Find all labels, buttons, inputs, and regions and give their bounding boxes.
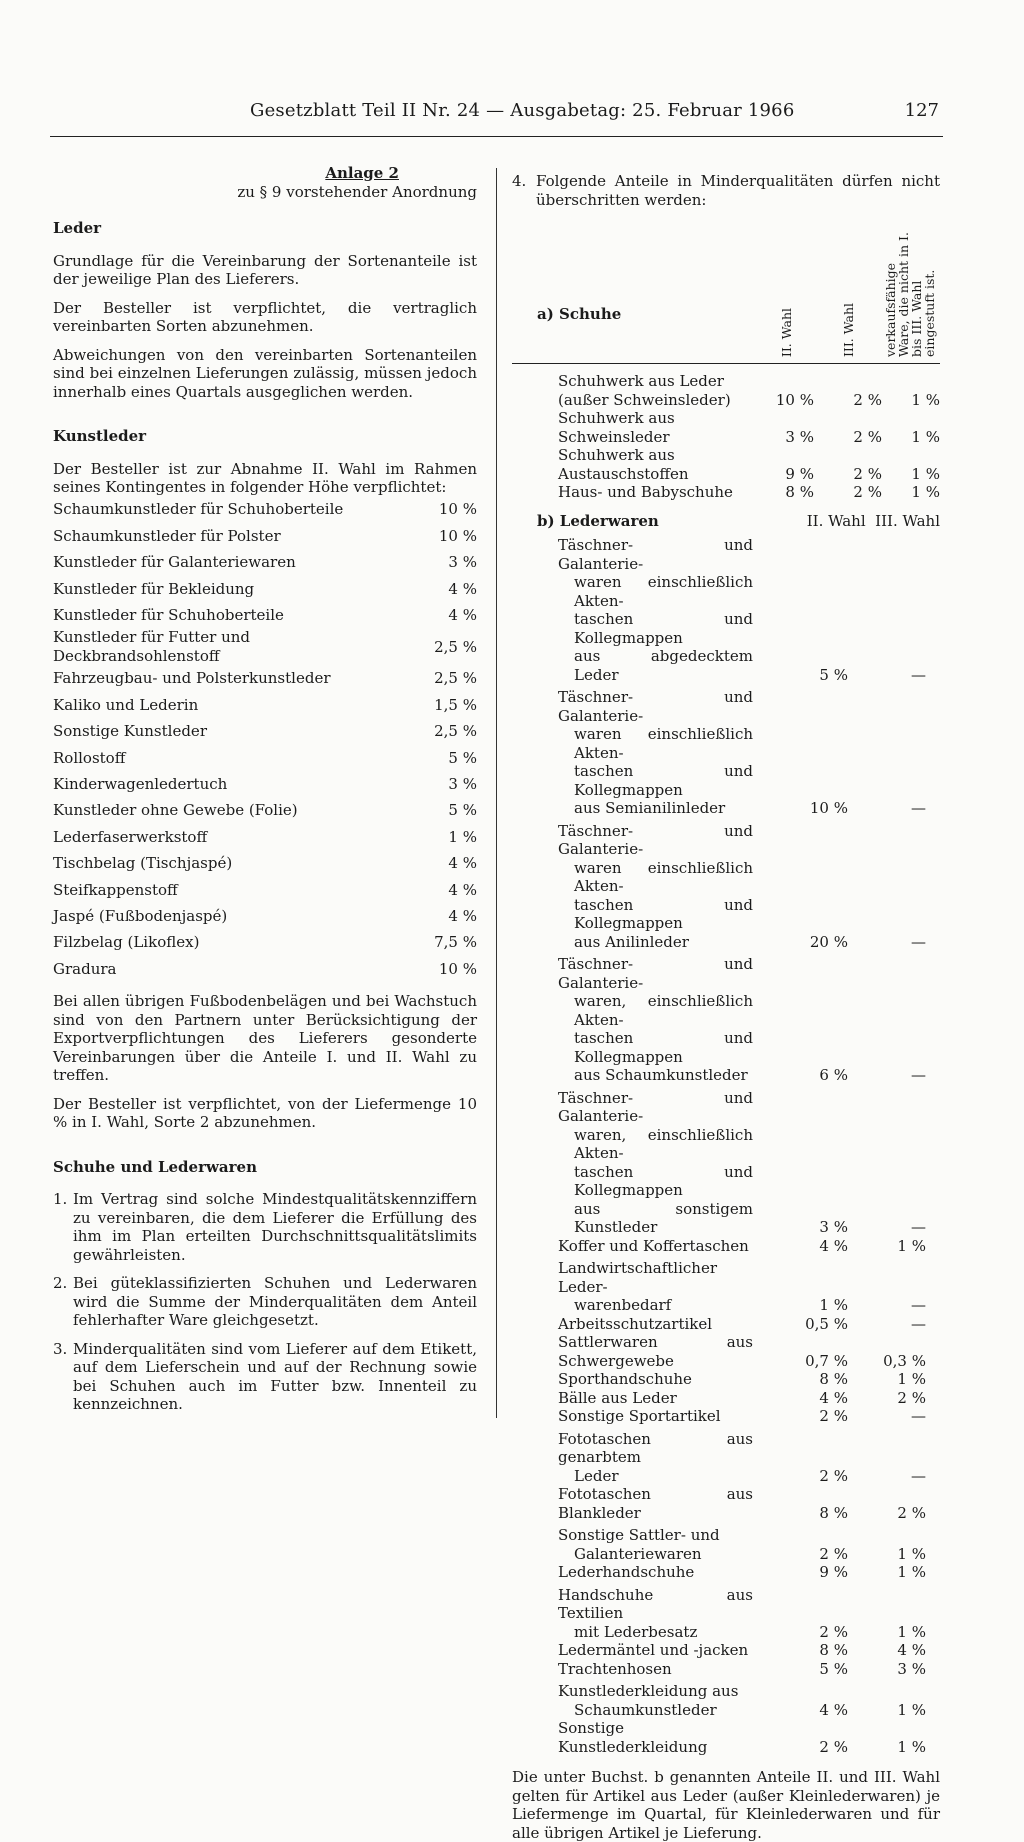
item-name-line: Sonstige Sportartikel [558, 1407, 721, 1425]
item-name-line: Landwirtschaftlicher Leder- [558, 1259, 717, 1296]
item-name-line: Schaumkunstleder [574, 1700, 717, 1719]
table-row [512, 1641, 940, 1660]
page-header [50, 100, 943, 137]
schuhe-table [512, 372, 940, 502]
item-name-line: waren einschließlich Akten- [574, 858, 753, 895]
table-row [512, 1678, 940, 1719]
value-iii-wahl: — [911, 1407, 926, 1425]
value-iii-wahl: 1 % [897, 1370, 926, 1388]
table-row [53, 745, 477, 771]
value-iii-wahl: 2 % [853, 464, 882, 483]
item-name-line: mit Lederbesatz [574, 1622, 698, 1641]
item-name: Tischbelag (Tischjaspé) [53, 854, 233, 873]
item-name-line: taschen und Kollegmappen [574, 1029, 753, 1066]
value-iii-wahl: — [911, 1466, 926, 1485]
column-header: II. Wahl [779, 307, 794, 357]
value-iii-wahl: — [911, 1218, 926, 1236]
column-header: III. Wahl [841, 302, 856, 357]
item-4-intro: 4. Folgende Anteile in Minderqualitäten dürfen nicht überschritten werden: [512, 172, 940, 209]
table-row [512, 483, 940, 502]
value-ii-wahl: 10 % [775, 390, 814, 409]
value-sonstige: 1 % [911, 427, 940, 446]
item-name-line: Fototaschen aus genarbtem [558, 1429, 753, 1466]
item-name: Kunstleder für Bekleidung [53, 579, 255, 598]
item-value: 7,5 % [434, 933, 477, 952]
lederwaren-label: b) Lederwaren [537, 511, 659, 530]
paragraph: Grundlage für die Vereinbarung der Sortenanteile ist der jeweilige Plan des Lieferers. [53, 251, 477, 288]
item-name: Kunstleder ohne Gewebe (Folie) [53, 801, 298, 820]
value-iii-wahl: 3 % [897, 1659, 926, 1678]
item-name: Rollostoff [53, 748, 126, 767]
value-ii-wahl: 8 % [785, 483, 814, 501]
header-title: Gesetzblatt Teil II Nr. 24 — Ausgabetag: 25. Februar 1966 [250, 100, 795, 121]
table-row [53, 692, 477, 718]
value-iii-wahl: 1 % [897, 1236, 926, 1255]
schuhe-list [53, 1190, 477, 1414]
paragraph: Der Besteller ist verpflichtet, die vertraglich vereinbarten Sorten abzunehmen. [53, 298, 477, 335]
item-value: 4 % [448, 880, 477, 899]
value-iii-wahl: 1 % [897, 1737, 926, 1756]
item-name-line: Täschner- und Galanterie- [558, 688, 753, 725]
item-name: Kunstleder für Schuhoberteile [53, 606, 284, 624]
table-row [53, 549, 477, 575]
anlage-title: Anlage 2 [325, 164, 399, 182]
value-iii-wahl: 1 % [897, 1700, 926, 1719]
table-row [512, 1237, 940, 1256]
item-name-line: Täschner- und Galanterie- [558, 955, 753, 992]
item-name [512, 1237, 753, 1256]
table-row [53, 771, 477, 797]
table-row [512, 1333, 940, 1370]
table-row [53, 602, 477, 628]
list-item: 3. Minderqualitäten sind vom Lieferer auf dem Etikett, auf dem Lieferschein und auf der Rechnung sowie bei Schuhen auch im Futter bzw. Innenteil zu kennzeichnen. [53, 1339, 477, 1414]
item-name [512, 1407, 753, 1426]
item-name-line: aus Semianilinleder [574, 799, 726, 817]
value-ii-wahl: 5 % [819, 665, 848, 684]
item-name: Kunstleder für Galanteriewaren [53, 553, 296, 572]
item-name-line: Lederhandschuhe [558, 1563, 695, 1581]
value-ii-wahl: 8 % [819, 1370, 848, 1388]
value-ii-wahl: 0,5 % [805, 1314, 848, 1333]
table-row [53, 497, 477, 523]
value-iii-wahl: 2 % [897, 1503, 926, 1522]
item-value: 10 % [438, 959, 477, 978]
left-column [53, 164, 477, 1424]
page-number: 127 [904, 100, 939, 121]
value-iii-wahl: — [911, 1296, 926, 1314]
item-name [512, 1333, 753, 1370]
table-row [53, 824, 477, 850]
schuhe-table-header [512, 223, 940, 364]
item-name [512, 1315, 753, 1334]
item-name-line: Schweinsleder [558, 427, 670, 446]
item-name-line: Täschner- und Galanterie- [558, 1088, 753, 1125]
table-row [512, 372, 940, 409]
table-row [53, 576, 477, 602]
value-ii-wahl: 4 % [819, 1388, 848, 1407]
table-row [512, 1582, 940, 1642]
value-sonstige: 1 % [911, 483, 940, 501]
item-name [512, 1641, 753, 1660]
item-name: Steifkappenstoff [53, 880, 178, 899]
table-row [512, 1255, 940, 1315]
item-name-line: Arbeitsschutzartikel [558, 1314, 713, 1333]
table-row [512, 1485, 940, 1522]
list-item: 1. Im Vertrag sind solche Mindestqualitätskennziffern zu vereinbaren, die dem Lieferer die Erfüllung des ihm im Plan erteilten Durchschnittsqualitätslimits gewährleisten. [53, 1190, 477, 1264]
item-value: 2,5 % [434, 669, 477, 688]
item-name [512, 1719, 753, 1756]
item-name [512, 1389, 753, 1408]
item-name-line: Kunstlederkleidung aus [558, 1682, 739, 1700]
table-row [512, 1389, 940, 1408]
item-name: Sonstige Kunstleder [53, 722, 207, 741]
table-row [512, 1315, 940, 1334]
item-name-line: aus sonstigem Kunstleder [574, 1199, 753, 1236]
value-ii-wahl: 2 % [819, 1407, 848, 1425]
value-ii-wahl: 2 % [819, 1544, 848, 1563]
item-value: 1,5 % [434, 695, 477, 714]
paragraph: Bei allen übrigen Fußbodenbelägen und bei Wachstuch sind von den Partnern unter Berücksichtigung der Exportverpflichtungen des Lieferers gesonderte Vereinbarungen über die Anteile I. und II. Wahl zu treffen. [53, 992, 477, 1085]
table-row [53, 628, 477, 665]
item-name [512, 1370, 753, 1389]
item-name-line: warenbedarf [574, 1296, 672, 1314]
table-row [512, 1085, 940, 1237]
value-iii-wahl: 0,3 % [883, 1351, 926, 1370]
value-ii-wahl: 10 % [809, 799, 848, 817]
table-row [53, 797, 477, 823]
table-row [512, 532, 940, 684]
value-iii-wahl: 1 % [897, 1622, 926, 1641]
item-name-line: Täschner- und Galanterie- [558, 821, 753, 858]
paragraph: Der Besteller ist zur Abnahme II. Wahl im Rahmen seines Kontingentes in folgender Höhe verpflichtet: [53, 459, 477, 496]
item-name: Schaumkunstleder für Schuhoberteile [53, 500, 344, 519]
item-name-line: aus Anilinleder [574, 932, 689, 951]
column-divider [496, 168, 497, 1418]
value-ii-wahl: 2 % [819, 1622, 848, 1641]
value-ii-wahl: 2 % [819, 1466, 848, 1485]
value-ii-wahl: 2 % [819, 1737, 848, 1756]
item-value: 5 % [448, 801, 477, 820]
value-iii-wahl: 1 % [897, 1563, 926, 1581]
list-item: 2. Bei güteklassifizierten Schuhen und Lederwaren wird die Summe der Minderqualitäten dem Anteil fehlerhafter Ware gleichgesetzt. [53, 1274, 477, 1330]
value-ii-wahl: 6 % [819, 1066, 848, 1084]
item-name-line: aus Schaumkunstleder [574, 1066, 748, 1084]
value-iii-wahl: 2 % [853, 390, 882, 409]
item-name [512, 1085, 753, 1237]
table-row [53, 665, 477, 691]
item-name-line: Schuhwerk aus [558, 409, 675, 427]
item-name-line: aus abgedecktem Leder [574, 647, 753, 684]
item-value: 4 % [448, 854, 477, 873]
value-iii-wahl: 2 % [853, 483, 882, 501]
value-iii-wahl: 2 % [853, 427, 882, 446]
table-row [512, 1370, 940, 1389]
value-sonstige: 1 % [911, 390, 940, 409]
item-name: Kinderwagenledertuch [53, 774, 228, 793]
item-value: 4 % [448, 906, 477, 925]
item-name [512, 446, 754, 483]
item-name-line: waren, einschließlich Akten- [574, 992, 753, 1029]
section-heading-leder: Leder [53, 219, 102, 237]
item-name-line: Haus- und Babyschuhe [558, 483, 733, 501]
table-row [53, 523, 477, 549]
item-name-line: taschen und Kollegmappen [574, 1162, 753, 1199]
item-name: Lederfaserwerkstoff [53, 827, 208, 846]
item-value: 3 % [448, 774, 477, 793]
paragraph: Der Besteller ist verpflichtet, von der Liefermenge 10 % in I. Wahl, Sorte 2 abzunehmen. [53, 1094, 477, 1132]
section-heading-schuhe: Schuhe und Lederwaren [53, 1157, 257, 1176]
item-name-line: Ledermäntel und -jacken [558, 1641, 749, 1659]
table-row [512, 818, 940, 952]
value-ii-wahl: 4 % [819, 1236, 848, 1255]
item-name [512, 1255, 753, 1315]
value-ii-wahl: 3 % [819, 1218, 848, 1236]
item-name-line: Koffer und Koffertaschen [558, 1236, 749, 1255]
item-name-line: waren einschließlich Akten- [574, 725, 753, 762]
item-name-line: Schuhwerk aus Leder [558, 372, 724, 390]
item-name [512, 1582, 753, 1642]
footnote: Die unter Buchst. b genannten Anteile II. und III. Wahl gelten für Artikel aus Leder (außer Kleinlederwaren) je Liefermenge im Quartal, für Kleinlederwaren und für alle übrigen Artikel je Lieferung. [512, 1768, 940, 1842]
item-name-line: Trachtenhosen [558, 1659, 672, 1678]
item-name [512, 1563, 753, 1582]
item-value: 10 % [438, 500, 477, 519]
table-row [512, 1407, 940, 1426]
table-row [512, 409, 940, 446]
item-name: Filzbelag (Likoflex) [53, 933, 200, 952]
column-header: verkaufsfähige Ware, die nicht in I. bis III. Wahl eingestuft ist. [883, 232, 937, 357]
item-name: Kaliko und Lederin [53, 695, 199, 714]
value-ii-wahl: 3 % [785, 427, 814, 446]
anlage-subtitle: zu § 9 vorstehender Anordnung [237, 182, 477, 201]
item-name-line: taschen und Kollegmappen [574, 895, 753, 932]
table-row [53, 877, 477, 903]
item-name: Kunstleder für Futter und Deckbrandsohlenstoff [53, 628, 251, 665]
item-name-line: Leder [574, 1466, 619, 1485]
item-name-line: Bälle aus Leder [558, 1388, 677, 1407]
section-heading-kunstleder: Kunstleder [53, 427, 147, 445]
item-name [512, 1678, 753, 1719]
value-ii-wahl: 5 % [819, 1659, 848, 1678]
value-sonstige: 1 % [911, 464, 940, 483]
value-ii-wahl: 8 % [819, 1641, 848, 1659]
table-row [512, 1563, 940, 1582]
right-column [512, 172, 940, 1842]
item-name-line: (außer Schweinsleder) [558, 390, 731, 409]
value-iii-wahl: — [911, 1314, 926, 1333]
item-name-line: taschen und Kollegmappen [574, 610, 753, 647]
item-value: 10 % [438, 526, 477, 545]
item-name-line: Täschner- und Galanterie- [558, 536, 753, 573]
item-value: 2,5 % [434, 722, 477, 741]
item-name [512, 818, 753, 952]
item-value: 1 % [448, 827, 477, 846]
item-value: 4 % [448, 606, 477, 624]
table-row [512, 1719, 940, 1756]
schuhe-label: a) Schuhe [537, 305, 622, 323]
table-row [53, 956, 477, 982]
item-name [512, 1522, 753, 1563]
item-value: 2,5 % [434, 637, 477, 656]
item-name-line: waren, einschließlich Akten- [574, 1125, 753, 1162]
item-name [512, 532, 753, 684]
table-row [512, 1660, 940, 1679]
value-iii-wahl: — [911, 665, 926, 684]
item-name [512, 1426, 753, 1486]
item-value: 3 % [448, 553, 477, 572]
kunstleder-table [53, 497, 477, 983]
table-row [53, 850, 477, 876]
item-name [512, 1485, 753, 1522]
value-ii-wahl: 9 % [785, 464, 814, 483]
table-row [53, 718, 477, 744]
item-name-line: Austauschstoffen [558, 464, 689, 483]
item-name: Jaspé (Fußbodenjaspé) [53, 906, 228, 925]
item-name: Gradura [53, 959, 117, 978]
item-value: 5 % [448, 748, 477, 767]
item-name-line: Handschuhe aus Textilien [558, 1585, 753, 1622]
value-ii-wahl: 8 % [819, 1503, 848, 1522]
table-row [512, 951, 940, 1085]
item-name [512, 1660, 753, 1679]
lederwaren-header [512, 512, 940, 531]
value-ii-wahl: 9 % [819, 1563, 848, 1581]
value-ii-wahl: 4 % [819, 1700, 848, 1719]
item-name [512, 951, 753, 1085]
item-name-line: Fototaschen aus Blankleder [558, 1485, 753, 1522]
item-name [512, 409, 754, 446]
value-iii-wahl: 2 % [897, 1388, 926, 1407]
value-iii-wahl: — [911, 1066, 926, 1084]
table-row [512, 446, 940, 483]
paragraph: Abweichungen von den vereinbarten Sortenanteilen sind bei einzelnen Lieferungen zulässig, müssen jedoch innerhalb eines Quartals ausgeglichen werden. [53, 345, 477, 401]
item-name-line: Galanteriewaren [574, 1544, 702, 1563]
item-name: Schaumkunstleder für Polster [53, 526, 281, 545]
table-row [53, 903, 477, 929]
item-name [512, 684, 753, 818]
table-row [512, 1522, 940, 1563]
lederwaren-columns: II. Wahl III. Wahl [806, 511, 940, 530]
item-name-line: Sporthandschuhe [558, 1370, 692, 1388]
value-iii-wahl: 4 % [897, 1641, 926, 1659]
value-ii-wahl: 20 % [809, 932, 848, 951]
item-name-line: Sattlerwaren aus Schwergewebe [558, 1333, 753, 1370]
item-name-line: Sonstige Sattler- und [558, 1526, 720, 1544]
item-name-line: Sonstige Kunstlederkleidung [558, 1719, 708, 1756]
value-ii-wahl: 1 % [819, 1296, 848, 1314]
item-name: Fahrzeugbau- und Polsterkunstleder [53, 669, 331, 688]
item-name-line: Schuhwerk aus [558, 446, 675, 464]
table-row [53, 929, 477, 955]
value-iii-wahl: 1 % [897, 1544, 926, 1563]
item-name-line: taschen und Kollegmappen [574, 762, 753, 799]
table-row [512, 1426, 940, 1486]
item-name [512, 372, 754, 409]
item-value: 4 % [448, 579, 477, 598]
value-iii-wahl: — [911, 932, 926, 951]
lederwaren-table [512, 532, 940, 1756]
value-ii-wahl: 0,7 % [805, 1351, 848, 1370]
value-iii-wahl: — [911, 799, 926, 817]
table-row [512, 684, 940, 818]
item-name-line: waren einschließlich Akten- [574, 573, 753, 610]
item-name [512, 483, 754, 502]
